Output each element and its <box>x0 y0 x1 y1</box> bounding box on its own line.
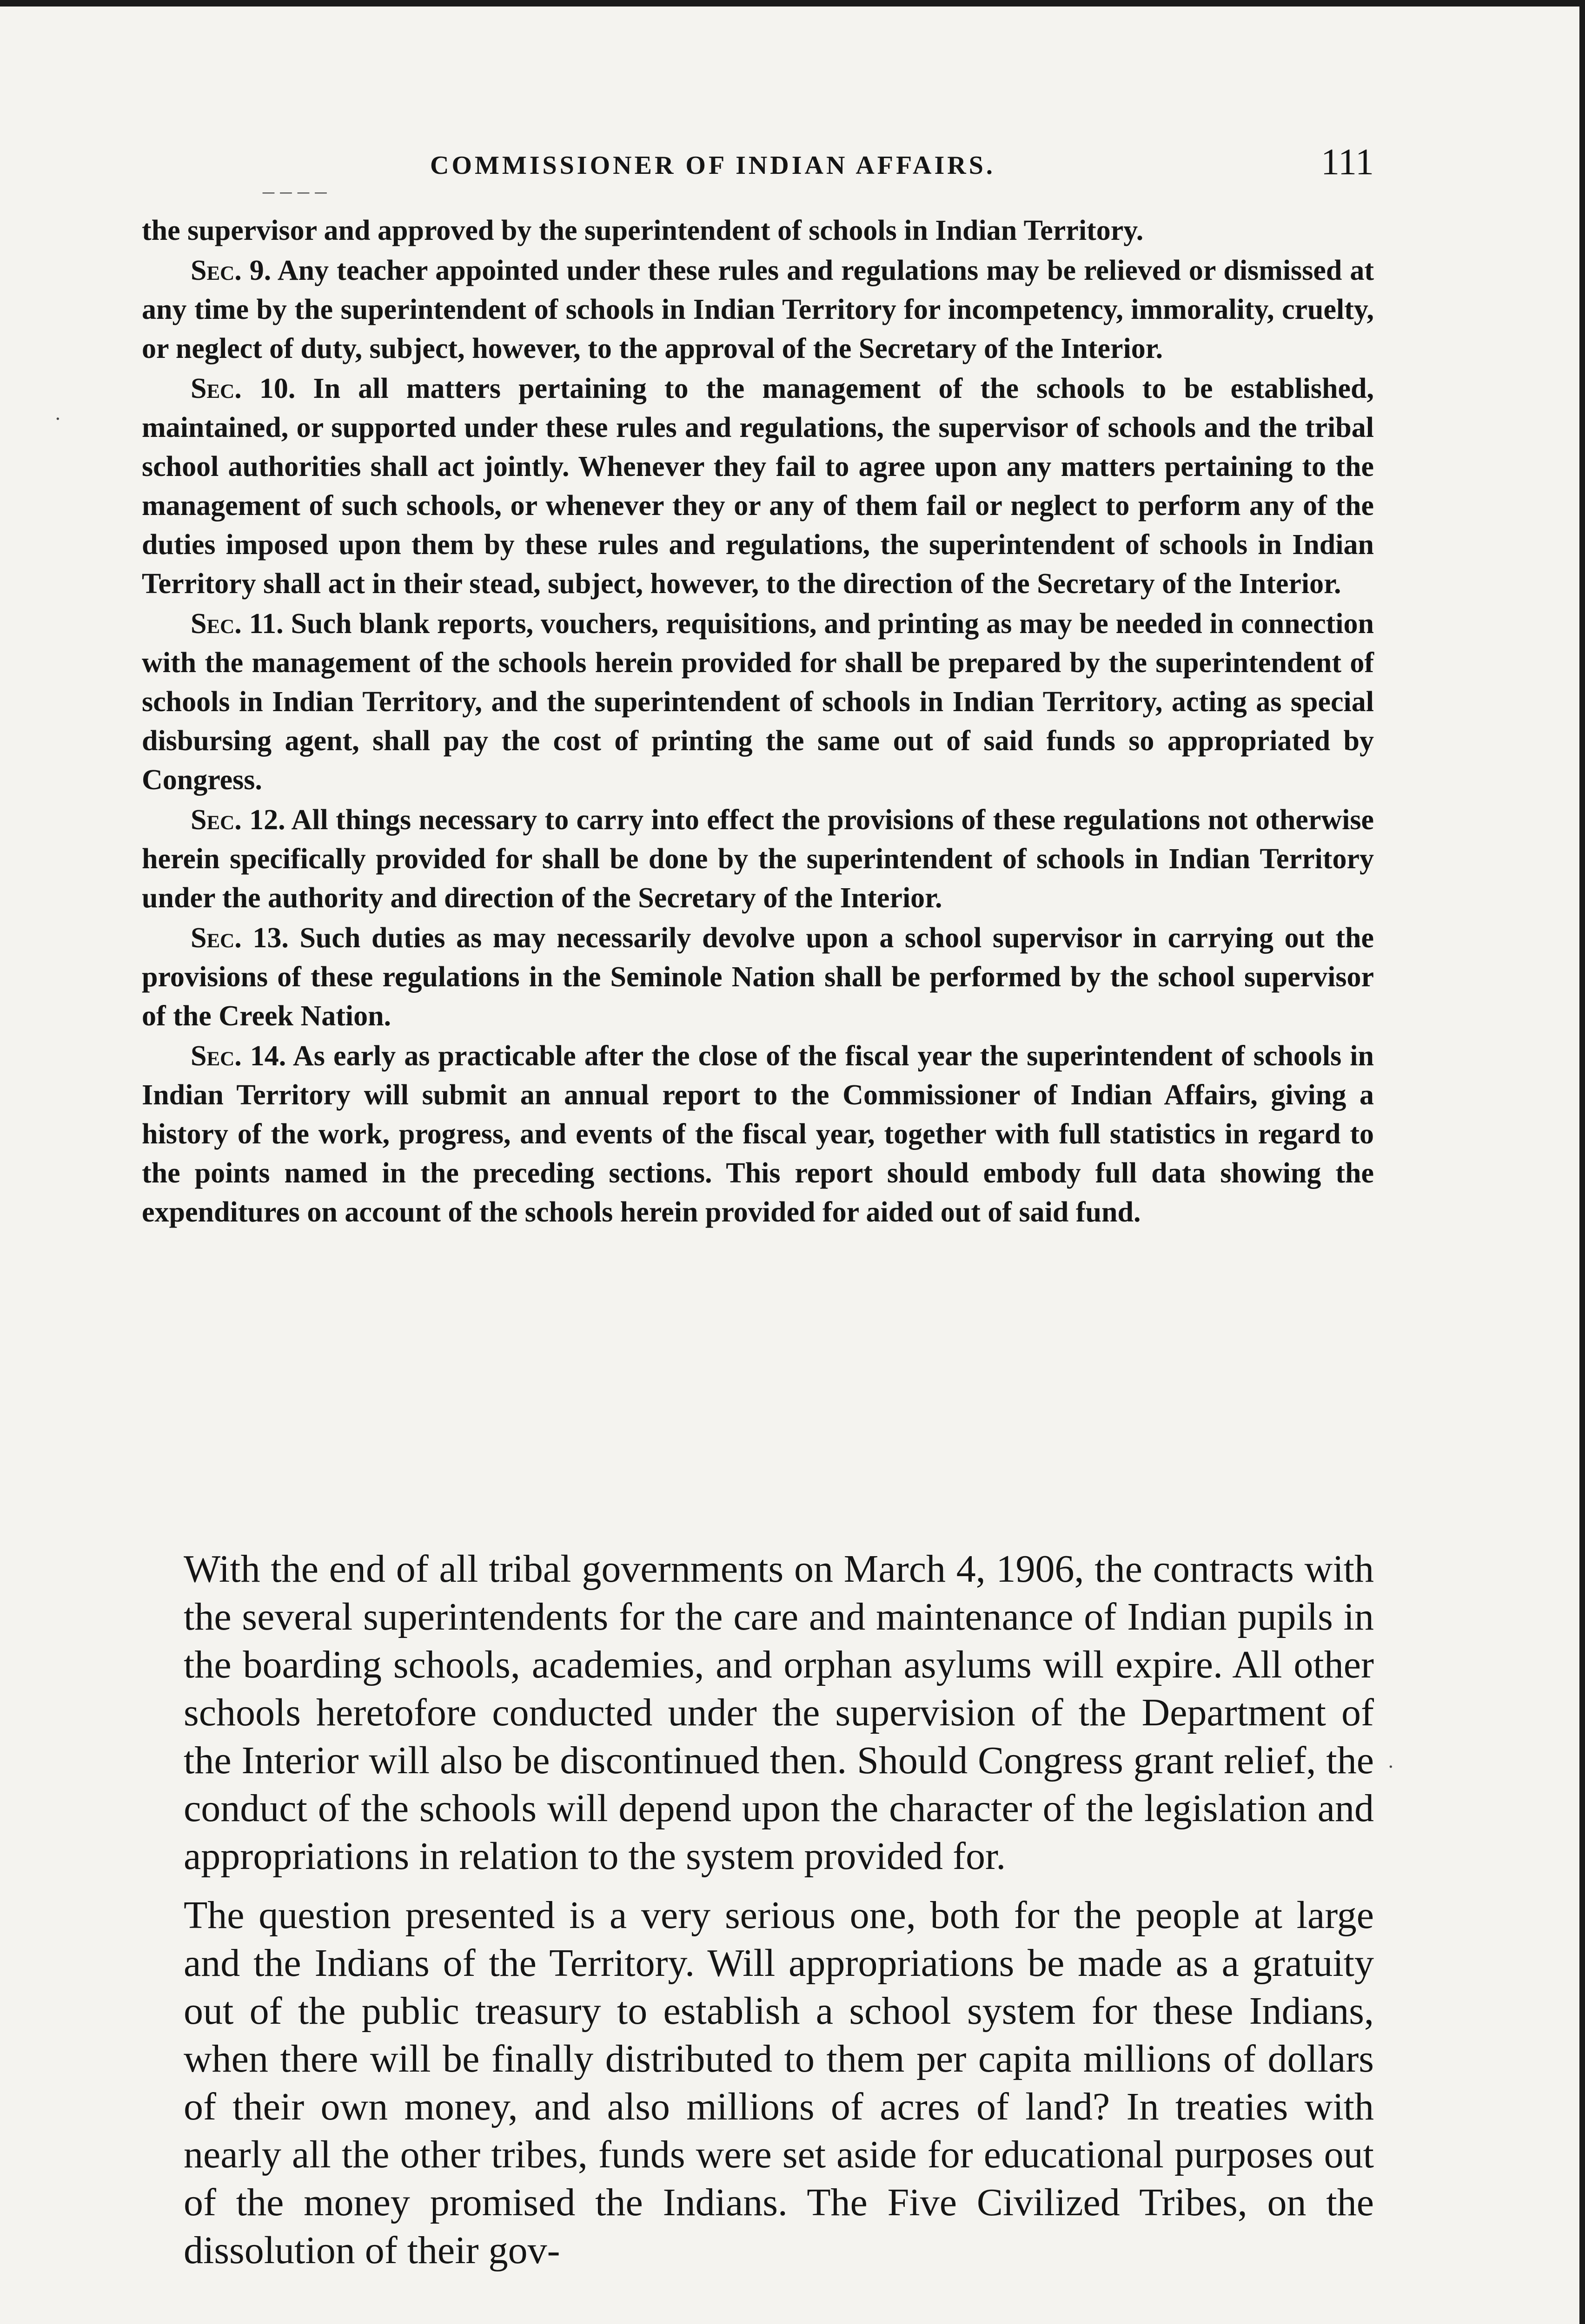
page-number: 111 <box>1320 142 1374 183</box>
page-header <box>142 141 1374 196</box>
running-head: COMMISSIONER OF INDIAN AFFAIRS. <box>430 151 995 180</box>
body-paragraph: The question presented is a very serious one, both for the people at large and the Indians of the Territory. Will appropriations be made as a gratuity out of the public treasury to establish a school system for these Indians, when there will be finally distributed to them per capita millions of dollars of their own money, and also millions of acres of land? In treaties with nearly all the other tribes, funds were set aside for educational purposes out of the money promised the Indians. The Five Civilized Tribes, on the dissolution of their gov- <box>184 1894 1374 2272</box>
section-label: Sec. 13. <box>191 922 289 954</box>
section-label: Sec. 14. <box>191 1040 286 1072</box>
section-label: Sec. 11. <box>191 608 284 640</box>
section-text: In all matters pertaining to the management of the schools to be established, maintained, or supported under these rules and regulations, the supervisor of schools and the tribal school authorities shall act jointly. Whenever they fail to agree upon any matters pertaining to the management of such schools, or whenever they or any of them fail or neglect to perform any of the duties imposed upon them by these rules and regulations, the superintendent of schools in Indian Territory shall act in their stead, subject, however, to the direction of the Secretary of the Interior. <box>142 373 1374 600</box>
margin-speck: · <box>1388 1756 1394 1778</box>
regulations-block <box>142 211 1374 1233</box>
section-label: Sec. 9. <box>191 255 272 286</box>
section-14 <box>142 1037 1374 1232</box>
section-10 <box>142 369 1374 603</box>
margin-speck: · <box>55 409 61 430</box>
section-label: Sec. 10. <box>191 373 296 404</box>
section-label: Sec. 12. <box>191 804 285 836</box>
section-text: All things necessary to carry into effect the provisions of these regulations not otherwise herein specifically provided for shall be done by the superintendent of schools in Indian Territory under the authority and direction of the Secretary of the Interior. <box>142 804 1374 914</box>
body-text <box>184 1545 1374 2285</box>
section-text: Such duties as may necessarily devolve upon a school supervisor in carrying out the provisions of these regulations in the Seminole Nation shall be performed by the school supervisor of the Creek Nation. <box>142 922 1374 1032</box>
regulation-continuation: the supervisor and approved by the superintendent of schools in Indian Territory. <box>142 215 1144 246</box>
section-text: Such blank reports, vouchers, requisitions, and printing as may be needed in connection with the management of the schools herein provided for shall be prepared by the superintendent of schools in Indian Territory, and the superintendent of schools in Indian Territory, acting as special disbursing agent, shall pay the cost of printing the same out of said funds so appropriated by Congress. <box>142 608 1374 796</box>
body-paragraph: With the end of all tribal governments on March 4, 1906, the contracts with the several superintendents for the care and maintenance of Indian pupils in the boarding schools, academies, and orphan asylums will expire. All other schools heretofore conducted under the supervision of the Department of the Interior will also be discontinued then. Should Congress grant relief, the conduct of the schools will depend upon the character of the legislation and appropriations in relation to the system provided for. <box>184 1547 1374 1878</box>
section-9 <box>142 251 1374 368</box>
header-dashes: _ _ _ _ <box>263 170 327 196</box>
section-11 <box>142 604 1374 799</box>
section-13 <box>142 918 1374 1036</box>
section-text: As early as practicable after the close of the fiscal year the superintendent of schools in Indian Territory will submit an annual report to the Commissioner of Indian Affairs, giving a history of the work, progress, and events of the fiscal year, together with full statistics in regard to the points named in the preceding sections. This report should embody full data showing the expenditures on account of the schools herein provided for aided out of said fund. <box>142 1040 1374 1228</box>
section-12 <box>142 800 1374 918</box>
section-text: Any teacher appointed under these rules and regulations may be relieved or dismissed at any time by the superintendent of schools in Indian Territory for incompetency, immorality, cruelty, or neglect of duty, subject, however, to the approval of the Secretary of the Interior. <box>142 255 1374 364</box>
